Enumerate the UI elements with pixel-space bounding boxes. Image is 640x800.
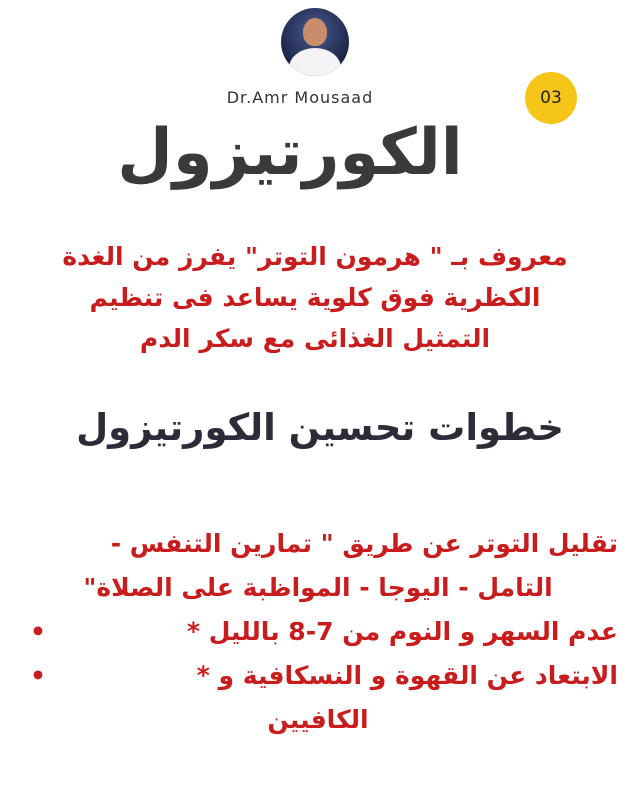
step-line: الكافيين [267,705,369,734]
step-bullet-item [18,654,618,698]
avatar-shirt [289,48,341,76]
step-text: عدم السهر و النوم من 7-8 بالليل * [186,617,618,646]
step-line: تقليل التوتر عن طريق " تمارين التنفس - [110,529,618,558]
steps-list [18,522,618,742]
step-line: التامل - اليوجا - المواظبة على الصلاة" [83,573,553,602]
author-name: Dr.Amr Mousaad [226,88,374,107]
avatar-head [303,18,327,46]
step-text: الابتعاد عن القهوة و النسكافية و * [196,661,618,690]
section-heading: خطوات تحسين الكورتيزول [76,406,564,449]
page-title: الكورتيزول [117,116,463,190]
author-avatar [281,8,349,76]
step-bullet-item [18,610,618,654]
bullet-icon: • [30,617,46,646]
intro-line: الكظرية فوق كلوية يساعد فى تنظيم [89,283,541,312]
intro-line: معروف بـ " هرمون التوتر" يفرز من الغدة [62,242,568,271]
intro-paragraph [25,236,605,359]
bullet-icon: • [30,661,46,690]
page-number-badge: 03 [525,72,577,124]
intro-line: التمثيل الغذائى مع سكر الدم [139,324,491,353]
